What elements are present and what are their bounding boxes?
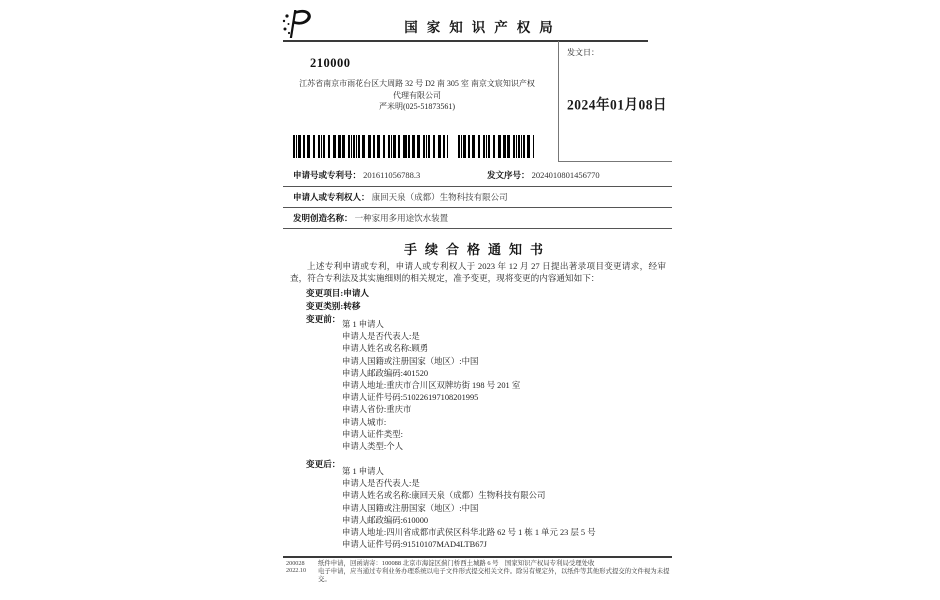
issue-date-label: 发文日： (567, 48, 599, 57)
list-item: 申请人国籍或注册国家（地区）:中国 (342, 503, 479, 513)
table-divider (283, 186, 672, 187)
list-item: 申请人证件号码:510226197108201995 (342, 393, 479, 403)
list-item: 第 1 申请人 (342, 320, 384, 329)
list-item: 第 1 申请人 (342, 467, 384, 476)
form-date: 2022.10 (286, 567, 307, 575)
serial-number-row (487, 169, 600, 181)
before-change-list (342, 319, 520, 453)
applicant-value: 康回天泉（成都）生物科技有限公司 (371, 192, 508, 202)
recipient-address (288, 78, 546, 113)
change-type: 变更类别:转移 (306, 301, 361, 311)
after-change-list (342, 466, 596, 551)
footer-note-electronic: 电子申请，应当通过专利业务办理系统以电子文件形式提交相关文件。除另有规定外，以纸件等其他形式提交的文件视为未提交。 (318, 568, 670, 583)
application-number-label: 申请号或专利号： (293, 170, 362, 180)
list-item: 申请人邮政编码:610000 (342, 515, 429, 525)
recipient-address-line1: 江苏省南京市雨花台区大周路 32 号 D2 南 305 室 南京文宸知识产权 (299, 79, 535, 88)
recipient-contact: 严米明(025-51873561) (379, 102, 455, 111)
list-item: 申请人省份:重庆市 (342, 405, 412, 415)
agency-name: 国家知识产权局 (404, 20, 562, 35)
datebox-left-border (558, 41, 559, 161)
serial-number-value: 2024010801456770 (531, 170, 600, 180)
applicant-label: 申请人或专利权人： (293, 192, 370, 202)
list-item: 申请人证件类型: (342, 429, 403, 439)
list-item: 申请人姓名或名称:康回天泉（成都）生物科技有限公司 (342, 491, 546, 501)
recipient-postcode: 210000 (310, 56, 351, 70)
invention-title-row (293, 212, 448, 224)
list-item: 申请人城市: (342, 417, 387, 427)
change-item: 变更项目:申请人 (306, 288, 370, 298)
invention-title-label: 发明创造名称： (293, 213, 353, 223)
list-item: 申请人是否代表人:是 (342, 479, 420, 489)
application-number-row (293, 169, 420, 181)
table-divider (283, 228, 672, 229)
footer-notes (318, 560, 670, 584)
list-item: 申请人国籍或注册国家（地区）:中国 (342, 356, 479, 366)
footer-divider (283, 556, 672, 558)
list-item: 申请人类型:个人 (342, 442, 403, 452)
list-item: 申请人邮政编码:401520 (342, 368, 429, 378)
form-code: 200028 (286, 560, 305, 567)
form-code-block (286, 560, 306, 575)
invention-title-value: 一种家用多用途饮水装置 (354, 213, 449, 223)
table-divider (283, 207, 672, 208)
before-change-label: 变更前： (306, 314, 341, 324)
list-item: 申请人证件号码:91510107MAD4LTB67J (342, 540, 487, 550)
issue-date-stamp: 2024年01月08日 (567, 96, 667, 113)
serial-number-barcode (458, 135, 534, 158)
datebox-bottom-border (558, 161, 672, 162)
notice-paragraph: 上述专利申请或专利，申请人或专利权人于 2023 年 12 月 27 日提出著录项目变更请求，经审查，符合专利法及其实施细则的相关规定，准予变更，现将变更的内容通知如下： (290, 261, 666, 283)
applicant-row (293, 191, 508, 203)
list-item: 申请人地址:重庆市合川区双牌坊街 198 号 201 室 (342, 381, 521, 391)
serial-number-label: 发文序号： (487, 170, 530, 180)
list-item: 申请人地址:四川省成都市武侯区科华北路 62 号 1 栋 1 单元 23 层 5 号 (342, 528, 596, 538)
footer-note-paper: 纸件申请，回函请寄：100088 北京市海淀区蓟门桥西土城路 6 号 国家知识产权局专利局受理处收 (318, 560, 595, 567)
list-item: 申请人是否代表人:是 (342, 332, 420, 342)
notice-title: 手续合格通知书 (403, 242, 551, 257)
after-change-label: 变更后： (306, 459, 341, 469)
application-number-value: 201611056788.3 (363, 170, 421, 180)
header-divider (283, 40, 648, 42)
list-item: 申请人姓名或名称:顾勇 (342, 344, 429, 354)
application-number-barcode (293, 135, 448, 158)
recipient-address-line2: 代理有限公司 (393, 90, 441, 100)
